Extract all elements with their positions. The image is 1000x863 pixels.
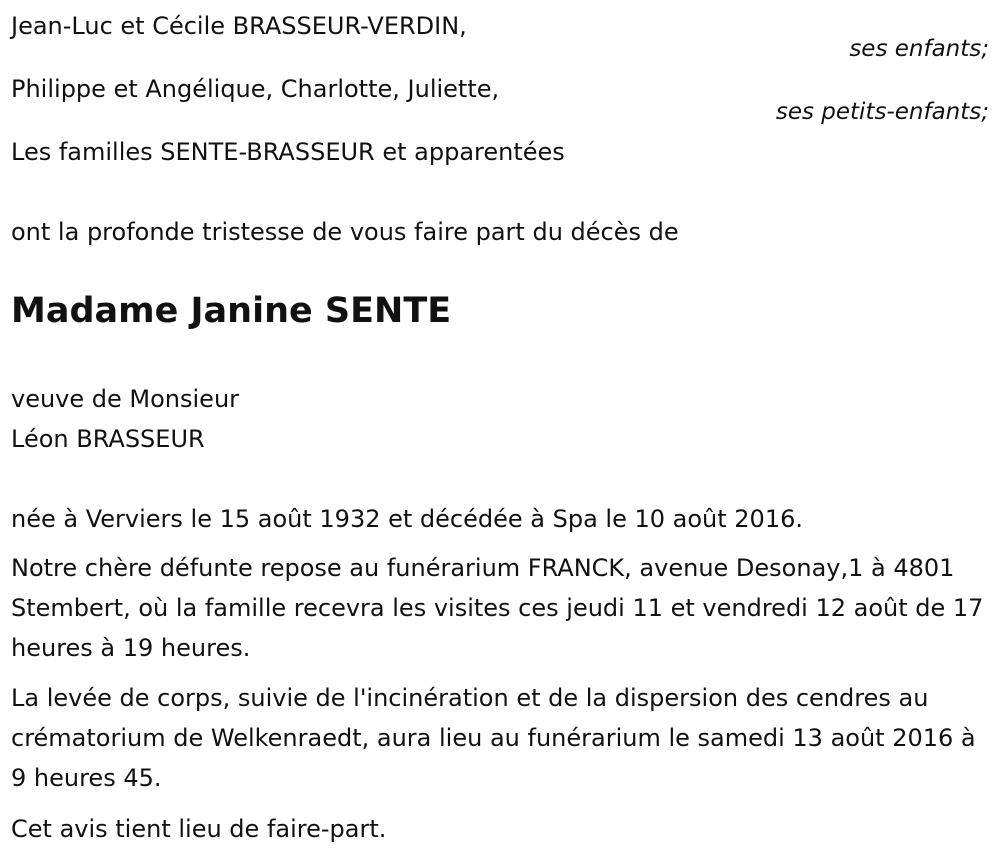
spouse-line-1: veuve de Monsieur — [11, 385, 240, 413]
children-relation: ses enfants; — [849, 36, 989, 62]
birth-death-dates: née à Verviers le 15 août 1932 et décédée à Spa le 10 août 2016. — [11, 505, 803, 533]
grandchildren-names: Philippe et Angélique, Charlotte, Juliette, — [11, 75, 500, 103]
ceremony-paragraph: La levée de corps, suivie de l'incinération et de la dispersion des cendres au crématorium de Welkenraedt, aura lieu au funérarium le samedi 13 août 2016 à 9 heures 45. — [11, 684, 976, 792]
deceased-name: Madame Janine SENTE — [11, 291, 452, 331]
extended-family: Les familles SENTE-BRASSEUR et apparentées — [11, 138, 565, 166]
announcement-text: ont la profonde tristesse de vous faire part du décès de — [11, 218, 679, 246]
visitation-paragraph: Notre chère défunte repose au funérarium FRANCK, avenue Desonay,1 à 4801 Stembert, où la famille recevra les visites ces jeudi 11 et vendredi 12 août de 17 heures à 19 heures. — [11, 554, 984, 662]
spouse-line-2: Léon BRASSEUR — [11, 425, 205, 453]
closing-line: Cet avis tient lieu de faire-part. — [11, 815, 387, 843]
children-names: Jean-Luc et Cécile BRASSEUR-VERDIN, — [11, 12, 467, 40]
grandchildren-relation: ses petits-enfants; — [775, 99, 989, 125]
